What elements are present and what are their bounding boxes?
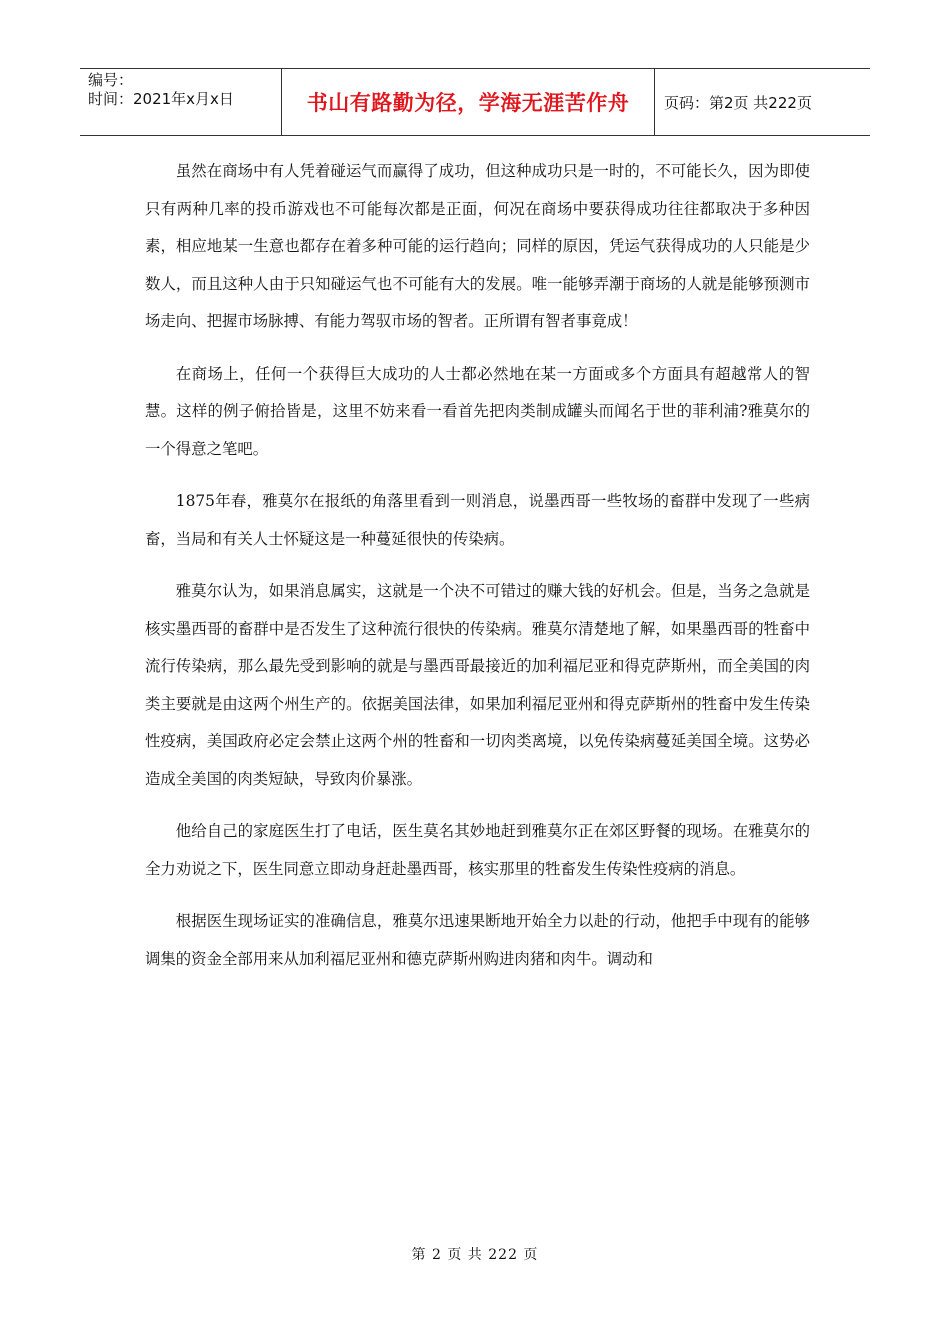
page-header xyxy=(80,68,870,136)
document-date: 时间：2021年x月x日 xyxy=(88,90,234,108)
header-motto: 书山有路勤为径，学海无涯苦作舟 xyxy=(306,91,630,115)
paragraph: 在商场上，任何一个获得巨大成功的人士都必然地在某一方面或多个方面具有超越常人的智慧。这样的例子俯拾皆是，这里不妨来看一看首先把肉类制成罐头而闻名于世的菲利浦?雅莫尔的一个得意之笔吧。 xyxy=(145,364,810,458)
paragraph: 根据医生现场证实的准确信息，雅莫尔迅速果断地开始全力以赴的行动，他把手中现有的能够调集的资金全部用来从加利福尼亚州和德克萨斯州购进肉猪和肉牛。调动和 xyxy=(145,912,810,968)
paragraph: 虽然在商场中有人凭着碰运气而赢得了成功，但这种成功只是一时的，不可能长久，因为即使只有两种几率的投币游戏也不可能每次都是正面，何况在商场中要获得成功往往都取决于多种因素，相应地某一生意也都存在着多种可能的运行趋向；同样的原因，凭运气获得成功的人只能是少数人，而且这种人由于只知碰运气也不可能有大的发展。唯一能够弄潮于商场的人就是能够预测市场走向、把握市场脉搏、有能力驾驭市场的智者。正所谓有智者事竟成！ xyxy=(145,162,810,330)
header-motto-cell xyxy=(281,69,655,135)
header-page-info-cell xyxy=(655,69,870,135)
paragraph: 雅莫尔认为，如果消息属实，这就是一个决不可错过的赚大钱的好机会。但是，当务之急就是核实墨西哥的畜群中是否发生了这种流行很快的传染病。雅莫尔清楚地了解，如果墨西哥的牲畜中流行传染病，那么最先受到影响的就是与墨西哥最接近的加利福尼亚和得克萨斯州，而全美国的肉类主要就是由这两个州生产的。依据美国法律，如果加利福尼亚州和得克萨斯州的牲畜中发生传染性疫病，美国政府必定会禁止这两个州的牲畜和一切肉类离境，以免传染病蔓延美国全境。这势必造成全美国的肉类短缺，导致肉价暴涨。 xyxy=(145,582,810,788)
header-meta xyxy=(80,69,281,135)
page-footer xyxy=(0,1244,950,1264)
document-number-label: 编号： xyxy=(88,71,134,89)
paragraph: 他给自己的家庭医生打了电话，医生莫名其妙地赶到雅莫尔正在郊区野餐的现场。在雅莫尔的全力劝说之下，医生同意立即动身赶赴墨西哥，核实那里的牲畜发生传染性疫病的消息。 xyxy=(145,822,810,878)
footer-page-number: 第 2 页 共 222 页 xyxy=(411,1247,539,1263)
paragraph: 1875年春，雅莫尔在报纸的角落里看到一则消息，说墨西哥一些牧场的畜群中发现了一些病畜，当局和有关人士怀疑这是一种蔓延很快的传染病。 xyxy=(145,492,810,548)
document-body xyxy=(145,153,810,993)
header-page-info: 页码：第2页 共222页 xyxy=(664,93,812,112)
